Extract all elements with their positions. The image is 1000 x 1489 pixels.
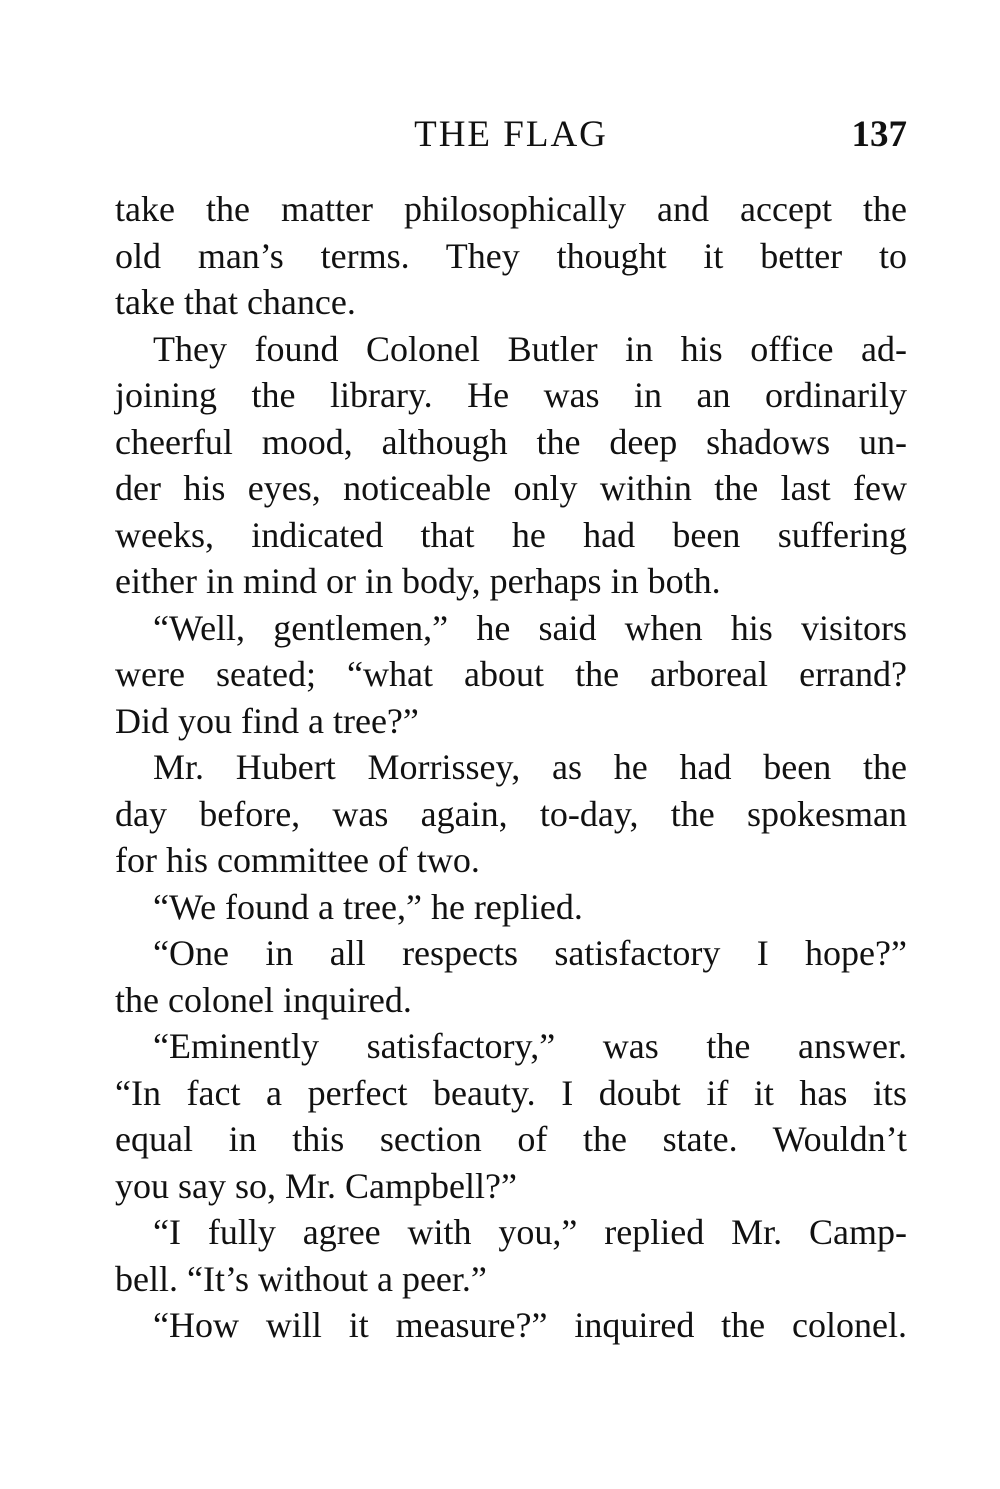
text-line: “We found a tree,” he replied. — [153, 886, 583, 927]
text-line: cheerful mood, although the deep shadows un- — [115, 421, 907, 462]
text-line: They found Colonel Butler in his office ad- — [153, 328, 907, 369]
text-line: for his committee of two. — [115, 840, 480, 880]
text-line: the colonel inquired. — [115, 979, 412, 1020]
text-line: der his eyes, noticeable only within the last few — [115, 468, 907, 508]
text-line: “I fully agree with you,” replied Mr. Camp- — [153, 1212, 907, 1252]
text-line: Mr. Hubert Morrissey, as he had been the — [153, 747, 907, 787]
text-line: bell. “It’s without a peer.” — [115, 1258, 487, 1299]
text-line: “How will it measure?” inquired the colonel. — [153, 1305, 907, 1345]
text-line: “One in all respects satisfactory I hope?” — [153, 933, 907, 973]
text-line: were seated; “what about the arboreal errand? — [115, 654, 907, 694]
text-line: day before, was again, to-day, the spokesman — [115, 793, 907, 834]
text-line: Did you find a tree?” — [115, 700, 419, 741]
text-line: “Eminently satisfactory,” was the answer. — [153, 1026, 907, 1066]
text-line: equal in this section of the state. Wouldn’t — [115, 1119, 907, 1159]
text-line: take that chance. — [115, 282, 356, 322]
text-line: you say so, Mr. Campbell?” — [115, 1165, 517, 1206]
page-number: 137 — [851, 114, 907, 155]
running-title: THE FLAG — [414, 114, 608, 155]
text-line: “In fact a perfect beauty. I doubt if it has its — [115, 1072, 907, 1113]
text-line: “Well, gentlemen,” he said when his visitors — [153, 607, 907, 648]
text-line: either in mind or in body, perhaps in both. — [115, 561, 721, 601]
text-line: joining the library. He was in an ordinarily — [115, 375, 907, 415]
text-line: old man’s terms. They thought it better to — [115, 235, 907, 276]
body-text — [115, 186, 907, 1349]
text-line: weeks, indicated that he had been suffering — [115, 514, 907, 555]
text-line: take the matter philosophically and accept the — [115, 189, 907, 229]
running-head — [115, 110, 907, 160]
